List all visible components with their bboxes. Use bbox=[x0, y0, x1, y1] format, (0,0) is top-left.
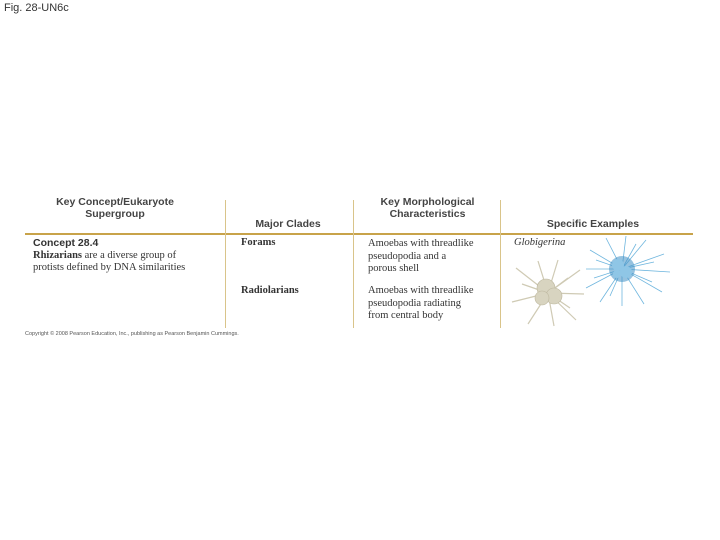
radiolarians-char-line2: pseudopodia radiating bbox=[368, 297, 462, 309]
concept-cell bbox=[33, 237, 223, 275]
concept-bold-term: Rhizarians bbox=[33, 249, 83, 261]
example-globigerina: Globigerina bbox=[514, 237, 566, 248]
concept-title: Concept 28.4 bbox=[33, 237, 99, 249]
header-rule bbox=[25, 233, 693, 235]
clade-radiolarians: Radiolarians bbox=[241, 285, 299, 296]
concept-description-line2: protists defined by DNA similarities bbox=[33, 262, 186, 273]
forams-char-line2: pseudopodia and a bbox=[368, 250, 447, 262]
column-divider bbox=[353, 200, 354, 328]
forams-char-line3: porous shell bbox=[368, 263, 420, 274]
radiolarians-char-line3: from central body bbox=[368, 310, 444, 321]
forams-characteristics bbox=[368, 238, 503, 276]
header-key-concept-line1: Key Concept/Eukaryote bbox=[56, 196, 174, 208]
header-morphology-line1: Key Morphological bbox=[380, 196, 475, 208]
header-examples: Specific Examples bbox=[546, 218, 640, 230]
clade-forams: Forams bbox=[241, 237, 276, 248]
concept-description-rest: are a diverse group of bbox=[82, 249, 177, 261]
foram-globigerina-image bbox=[510, 258, 586, 328]
header-morphology-line2: Characteristics bbox=[389, 208, 466, 220]
header-key-concept bbox=[25, 196, 205, 220]
column-divider bbox=[225, 200, 226, 328]
header-morphology bbox=[355, 196, 500, 220]
radiolarian-image bbox=[582, 236, 672, 306]
figure-label: Fig. 28-UN6c bbox=[4, 2, 69, 14]
concept-description-line1 bbox=[33, 250, 223, 263]
header-key-concept-line2: Supergroup bbox=[85, 208, 145, 220]
header-major-clades: Major Clades bbox=[255, 218, 321, 230]
copyright-notice: Copyright © 2008 Pearson Education, Inc., publishing as Pearson Benjamin Cummings. bbox=[25, 331, 239, 337]
forams-char-line1: Amoebas with threadlike bbox=[368, 238, 474, 249]
radiolarians-char-line1: Amoebas with threadlike bbox=[368, 285, 474, 296]
radiolarians-characteristics bbox=[368, 285, 503, 323]
